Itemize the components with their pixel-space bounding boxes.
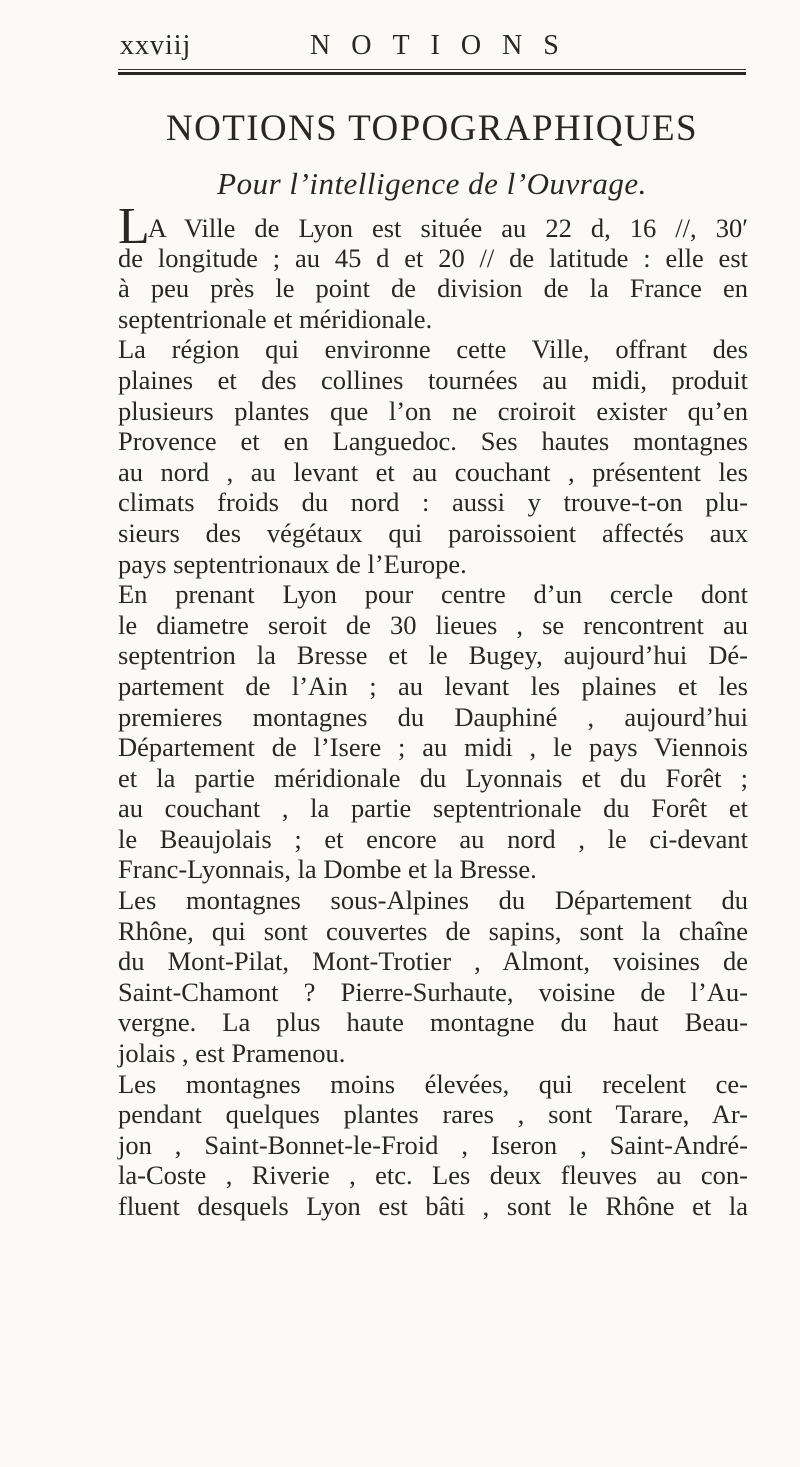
text-line [118,198,748,255]
text-line: Rhône, qui sont couvertes de sapins, sont la chaîne [118,915,748,946]
text-line: pays septentrionaux de l’Europe. [118,548,467,579]
text-line: La région qui environne cette Ville, offrant des [118,334,748,365]
text-line: sieurs des végétaux qui paroissoient affectés aux [118,517,748,548]
section-title: NOTIONS TOPOGRAPHIQUES [165,108,699,149]
text-line: le Beaujolais ; et encore au nord , le ci-devant [118,823,748,854]
drop-cap: L [118,198,150,255]
header-rule-thick [118,72,746,75]
text-line: jolais , est Pramenou. [118,1038,346,1069]
text-line: Les montagnes moins élevées, qui recelent ce- [118,1068,748,1099]
text-line: jon , Saint-Bonnet-le-Froid , Iseron , Saint-André- [118,1129,748,1160]
text-line: septentrion la Bresse et le Bugey, aujourd’hui Dé- [118,640,748,671]
text-line: le diametre seroit de 30 lieues , se rencontrent au [118,609,748,640]
text-line: pendant quelques plantes rares , sont Tarare, Ar- [118,1099,748,1130]
text-line: au nord , au levant et au couchant , présentent les [118,456,748,487]
text-line: plusieurs plantes que l’on ne croiroit exister qu’en [118,395,748,426]
text-line: septentrionale et méridionale. [118,303,433,334]
section-subtitle: Pour l’intelligence de l’Ouvrage. [217,166,647,201]
text-line: au couchant , la partie septentrionale du Forêt et [118,793,748,824]
text-line: la-Coste , Riverie , etc. Les deux fleuves au con- [118,1160,748,1191]
header-rule-thin [118,69,746,70]
text-line: climats froids du nord : aussi y trouve-t-on plu- [118,487,748,518]
text-line: de longitude ; au 45 d et 20 // de latitude : elle est [118,242,748,273]
text-line: du Mont-Pilat, Mont-Trotier , Almont, voisines de [118,946,748,977]
text-line: Département de l’Isere ; au midi , le pays Viennois [118,732,748,763]
page-number: xxviij [120,30,192,61]
text-line: Franc-Lyonnais, la Dombe et la Bresse. [118,854,537,885]
text-line: premieres montagnes du Dauphiné , aujourd’hui [118,701,748,732]
running-title: NOTIONS [310,30,580,61]
text-line: et la partie méridionale du Lyonnais et du Forêt ; [118,762,748,793]
text-line: Saint-Chamont ? Pierre-Surhaute, voisine de l’Au- [118,976,748,1007]
text-line: à peu près le point de division de la France en [118,273,748,304]
running-head [120,22,740,62]
text-line-content: A Ville de Lyon est située au 22 d, 16 //, 30′ [147,213,748,243]
text-line: partement de l’Ain ; au levant les plaines et les [118,670,748,701]
text-line: plaines et des collines tournées au midi, produit [118,364,748,395]
text-line: Provence et en Languedoc. Ses hautes montagnes [118,426,748,457]
text-line: fluent desquels Lyon est bâti , sont le Rhône et la [118,1191,748,1221]
text-line: En prenant Lyon pour centre d’un cercle dont [118,579,748,610]
text-line: vergne. La plus haute montagne du haut Beau- [118,1007,748,1038]
text-line: Les montagnes sous-Alpines du Département du [118,885,748,916]
body-text [118,198,748,1222]
